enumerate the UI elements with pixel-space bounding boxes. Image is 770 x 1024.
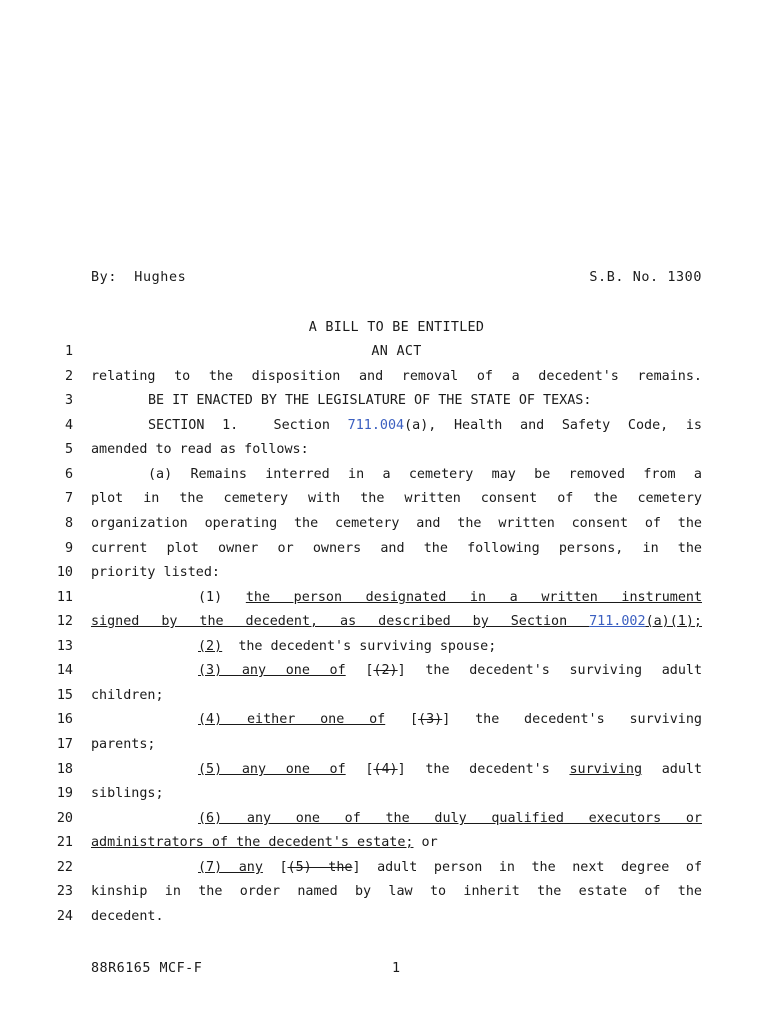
line-text: children;	[91, 688, 164, 703]
line-text: (a), Health and Safety Code, is	[404, 418, 702, 433]
inserted-text: (6) any one of the duly qualified executors or	[198, 811, 702, 826]
body-line	[91, 786, 702, 801]
line-text: adult	[661, 762, 703, 777]
line-text: relating to the disposition and removal of a decedent's remains.	[91, 369, 702, 384]
line-text: siblings;	[91, 786, 164, 801]
body-line	[91, 884, 702, 899]
body-line	[91, 590, 702, 605]
body-line	[91, 909, 702, 924]
bill-header	[91, 270, 702, 288]
deleted-text: (4)	[373, 762, 398, 777]
inserted-text: (3) any one of	[198, 663, 346, 678]
line-number: 12	[56, 614, 73, 629]
line-number: 7	[64, 491, 73, 506]
line-number: 23	[56, 884, 73, 899]
line-text: (a) Remains interred in a cemetery may be removed from a	[148, 467, 702, 482]
caption-line	[91, 369, 702, 384]
line-number: 9	[64, 541, 73, 556]
deleted-text: (2)	[373, 663, 398, 678]
inserted-text: (5) any one of	[198, 762, 346, 777]
item-number: (1)	[198, 590, 223, 605]
section-line	[91, 418, 702, 433]
body-line	[91, 541, 702, 556]
line-number: 6	[64, 467, 73, 482]
line-number: 19	[56, 786, 73, 801]
line-number: 15	[56, 688, 73, 703]
body-line	[91, 737, 702, 752]
line-text: parents;	[91, 737, 156, 752]
bill-title: A BILL TO BE ENTITLED	[308, 320, 485, 335]
line-text: plot in the cemetery with the written consent of the cemetery	[91, 491, 702, 506]
line-number: 10	[56, 565, 73, 580]
line-number: 3	[64, 393, 73, 408]
line-text: the decedent's surviving spouse;	[238, 639, 497, 654]
enacting-clause	[91, 393, 702, 408]
body-line: (5) any one of [(4)] the decedent's surviving adult	[198, 762, 703, 777]
body-line	[91, 516, 702, 531]
line-number: 1	[64, 344, 73, 359]
deleted-text: (5) the	[287, 860, 353, 875]
act-heading: AN ACT	[371, 344, 422, 359]
line-number: 4	[64, 418, 73, 433]
body-line	[91, 467, 702, 482]
inserted-text: (7) any	[198, 860, 263, 875]
line-number: 13	[56, 639, 73, 654]
body-line: (4) either one of [(3)] the decedent's surviving	[198, 712, 702, 727]
line-number: 17	[56, 737, 73, 752]
body-line	[91, 811, 702, 826]
line-number: 22	[56, 860, 73, 875]
deleted-text: (3)	[418, 712, 443, 727]
inserted-text: (a)(1);	[645, 614, 702, 629]
body-line: (7) any [(5) the] adult person in the next degree of	[198, 860, 703, 875]
line-text: the decedent's surviving	[475, 712, 702, 727]
inserted-text: administrators of the decedent's estate;	[91, 835, 414, 850]
line-number: 5	[64, 442, 73, 457]
line-number: 24	[56, 909, 73, 924]
body-line	[91, 614, 702, 629]
line-text: SECTION 1. Section	[148, 418, 348, 433]
statute-link-711-004[interactable]: 711.004	[347, 418, 405, 433]
body-line	[91, 639, 702, 654]
line-text: the decedent's	[425, 762, 550, 777]
line-number: 16	[56, 712, 73, 727]
inserted-text: the person designated in a written instrument	[245, 590, 702, 605]
line-text: adult person in the next degree of	[377, 860, 703, 875]
line-text: BE IT ENACTED BY THE LEGISLATURE OF THE STATE OF TEXAS:	[148, 393, 592, 408]
body-line	[91, 565, 702, 580]
line-text: organization operating the cemetery and the written consent of the	[91, 516, 702, 531]
body-line	[91, 835, 702, 850]
body-line	[91, 491, 702, 506]
line-number: 2	[64, 369, 73, 384]
body-line	[91, 688, 702, 703]
inserted-text: (4) either one of	[198, 712, 386, 727]
line-text: the decedent's surviving adult	[425, 663, 703, 678]
line-text: decedent.	[91, 909, 164, 924]
inserted-text: surviving	[569, 762, 643, 777]
line-text: kinship in the order named by law to inherit the estate of the	[91, 884, 702, 899]
line-text: or	[413, 835, 438, 850]
line-number: 11	[56, 590, 73, 605]
line-text: priority listed:	[91, 565, 220, 580]
page-number: 1	[392, 961, 401, 976]
line-number: 8	[64, 516, 73, 531]
body-line: (3) any one of [(2)] the decedent's surviving adult	[198, 663, 703, 678]
line-number: 21	[56, 835, 73, 850]
line-text: amended to read as follows:	[91, 442, 309, 457]
statute-link-711-002[interactable]: 711.002	[589, 614, 646, 629]
line-number: 20	[56, 811, 73, 826]
inserted-text: (2)	[198, 639, 223, 654]
author-line: By: Hughes	[91, 270, 187, 285]
document-id: 88R6165 MCF-F	[91, 961, 203, 976]
line-text: current plot owner or owners and the following persons, in the	[91, 541, 702, 556]
bill-number: S.B. No. 1300	[589, 270, 702, 285]
line-number: 18	[56, 762, 73, 777]
inserted-text: signed by the decedent, as described by Section	[91, 614, 590, 629]
line-number: 14	[56, 663, 73, 678]
body-line	[91, 442, 702, 457]
